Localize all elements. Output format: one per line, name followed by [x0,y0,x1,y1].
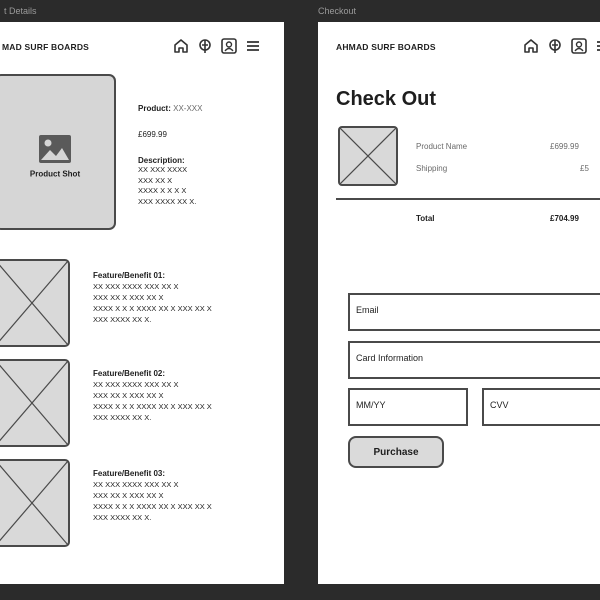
feature-line: XXX XXXX XX X. [93,513,152,522]
feature-line: XXX XX X XXX XX X [93,293,164,302]
feature-line: XXXX X X X XXXX XX X XXX XX X [93,402,212,411]
total-price: £704.99 [550,214,579,223]
feature-title: Feature/Benefit 02: [93,369,166,378]
product-description [138,156,196,207]
frame-label-product-details: t Details [4,6,37,16]
expiry-field[interactable]: MM/YY [348,388,468,426]
feature-image-placeholder [0,459,70,547]
card-information-field[interactable]: Card Information [348,341,600,379]
feature-line: XXX XXXX XX X. [93,315,152,324]
description-label: Description: [138,156,185,165]
tree-icon[interactable] [546,37,564,55]
header-nav [522,37,600,55]
feature-text [93,468,212,523]
product-name-price: £699.99 [550,142,579,151]
shipping-price: £5 [580,164,589,173]
shipping-label: Shipping [416,164,448,173]
product-code: XX-XXX [173,104,203,113]
checkout-frame [318,22,600,584]
feature-line: XXXX X X X XXXX XX X XXX XX X [93,502,212,511]
placeholder-cross-icon [0,361,68,445]
description-line: XXX XXXX XX X. [138,196,197,206]
placeholder-cross-icon [0,261,68,345]
user-icon[interactable] [570,37,588,55]
tree-icon[interactable] [196,37,214,55]
description-line: XXXX X X X X [138,186,187,195]
frame-label-checkout: Checkout [318,6,357,16]
purchase-button[interactable]: Purchase [348,436,444,468]
description-line: XX XXX XXXX [138,165,188,174]
feature-line: XX XXX XXXX XXX XX X [93,282,179,291]
home-icon[interactable] [172,37,190,55]
product-shot-image [0,74,116,230]
email-field[interactable]: Email [348,293,600,331]
image-placeholder-icon [38,134,72,164]
page-title: Check Out [336,88,437,110]
product-name-label: Product Name [416,142,468,151]
summary-divider [336,198,600,200]
product-name-line [138,104,202,113]
feature-text [93,270,212,325]
menu-icon[interactable] [594,37,600,55]
feature-text [93,368,212,423]
home-icon[interactable] [522,37,540,55]
product-price: £699.99 [138,130,167,139]
product-label: Product: [138,104,171,113]
user-icon[interactable] [220,37,238,55]
cvv-field[interactable]: CVV [482,388,600,426]
feature-line: XXXX X X X XXXX XX X XXX XX X [93,304,212,313]
feature-image-placeholder [0,359,70,447]
product-shot-caption: Product Shot [29,169,81,179]
brand-logo[interactable]: AHMAD SURF BOARDS [336,42,436,52]
feature-line: XXX XX X XXX XX X [93,391,164,400]
menu-icon[interactable] [244,37,262,55]
feature-image-placeholder [0,259,70,347]
feature-line: XX XXX XXXX XXX XX X [93,480,179,489]
feature-title: Feature/Benefit 01: [93,271,166,280]
product-details-frame [0,22,284,584]
placeholder-cross-icon [340,128,396,184]
placeholder-cross-icon [0,461,68,545]
feature-title: Feature/Benefit 03: [93,469,166,478]
feature-line: XXX XXXX XX X. [93,413,152,422]
description-line: XXX XX X [138,175,173,185]
total-label: Total [416,214,435,223]
product-thumbnail [338,126,398,186]
brand-logo[interactable]: MAD SURF BOARDS [2,42,90,52]
feature-line: XX XXX XXXX XXX XX X [93,380,179,389]
feature-line: XXX XX X XXX XX X [93,491,164,500]
header-nav [172,37,262,55]
